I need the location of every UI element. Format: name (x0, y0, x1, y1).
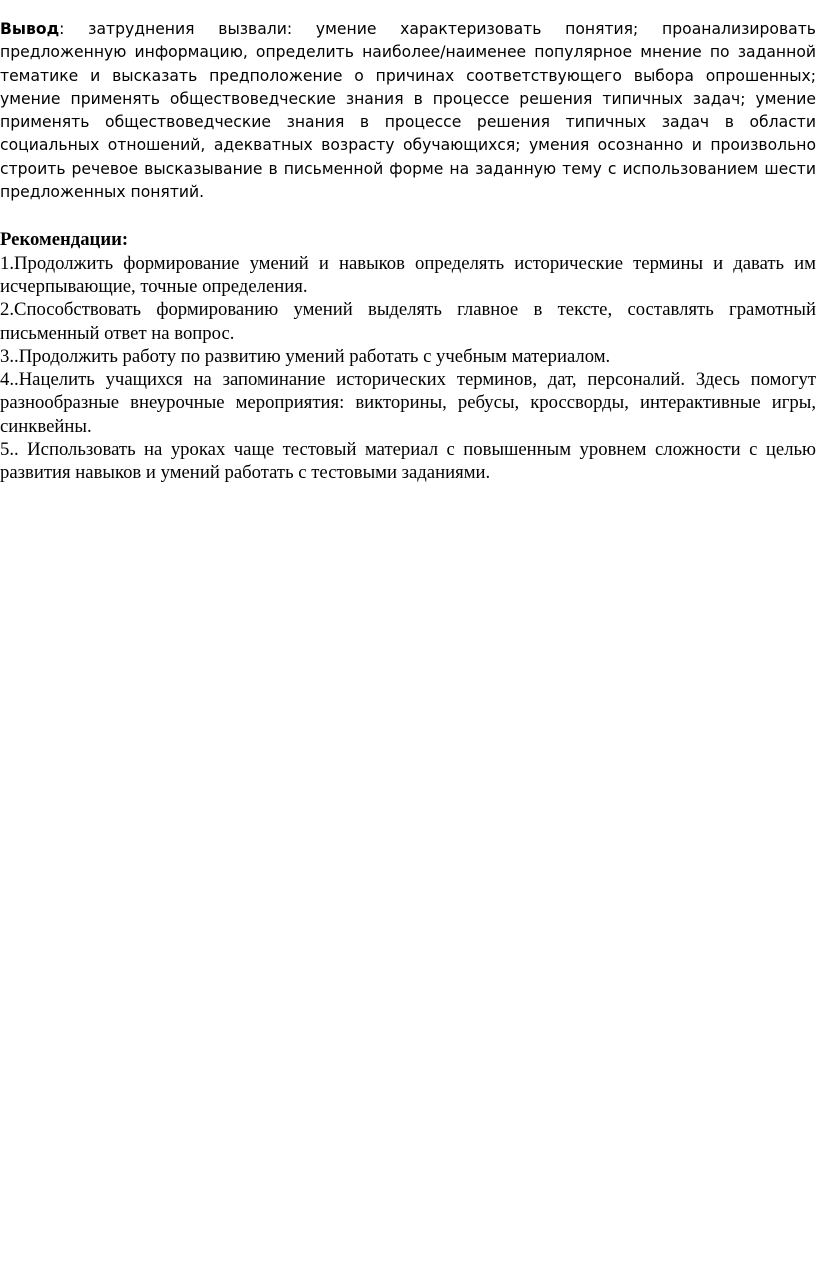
conclusion-label: Вывод (0, 20, 60, 38)
recommendation-item-3: 3..Продолжить работу по развитию умений работать с учебным материалом. (0, 345, 611, 367)
recommendation-item-1: 1.Продолжить формирование умений и навыков определять исторические термины и давать им исчерпывающие, точные определения. (0, 252, 816, 297)
recommendation-item-4: 4..Нацелить учащихся на запоминание исторических терминов, дат, персоналий. Здесь помогут разнообразные внеурочные мероприятия: викторины, ребусы, кроссворды, интерактивные игры, синквейны. (0, 369, 816, 437)
recommendations-title: Рекомендации: (0, 229, 129, 251)
recommendations-section (0, 228, 816, 484)
conclusion-text: : затруднения вызвали: умение характеризовать понятия; проанализировать предложенную информацию, определить наиболее/наименее популярное мнение по заданной тематике и высказать предположение о причинах соответствующего выбора опрошенных; умение применять обществоведческие знания в процессе решения типичных задач; умение применять обществоведческие знания в процессе решения типичных задач в области социальных отношений, адекватных возрасту обучающихся; умения осознанно и произвольно строить речевое высказывание в письменной форме на заданную тему с использованием шести предложенных понятий. (0, 20, 816, 202)
conclusion-paragraph (0, 18, 816, 204)
recommendation-item-5: 5.. Использовать на уроках чаще тестовый материал с повышенным уровнем сложности с целью развития навыков и умений работать с тестовыми заданиями. (0, 439, 816, 484)
document-page (0, 18, 816, 485)
recommendation-item-2: 2.Способствовать формированию умений выделять главное в тексте, составлять грамотный письменный ответ на вопрос. (0, 299, 816, 344)
